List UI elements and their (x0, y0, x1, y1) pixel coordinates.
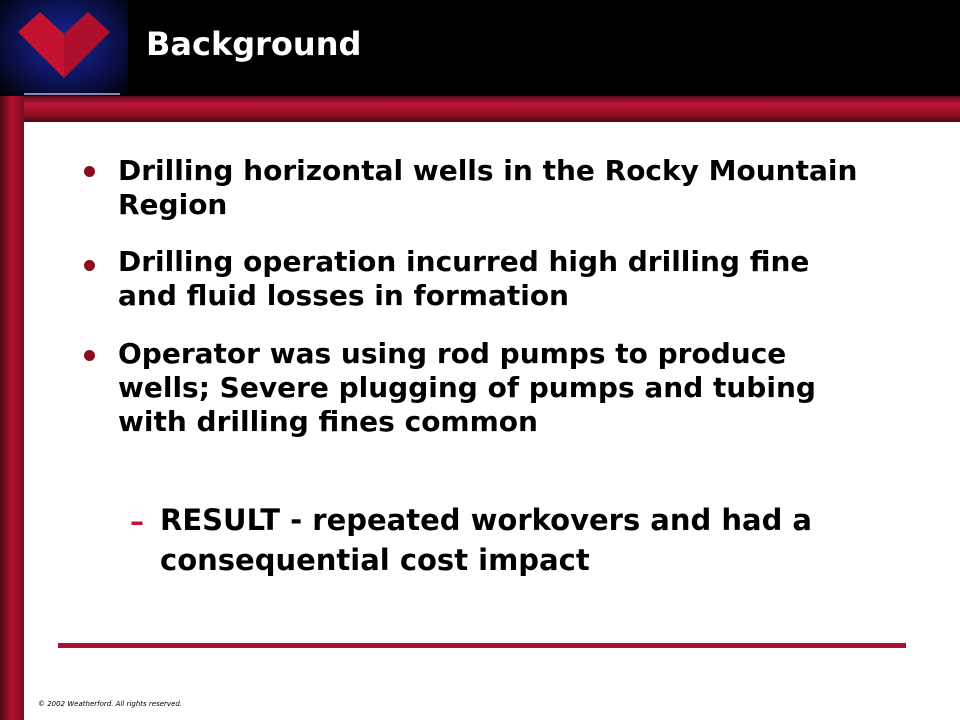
bullet-dot (84, 350, 95, 361)
slide-title: Background (146, 25, 362, 63)
logo-box (0, 0, 128, 96)
bullet-item: Operator was using rod pumps to produce wells; Severe plugging of pumps and tubing with drilling fines common (118, 337, 816, 438)
copyright-footer: © 2002 Weatherford. All rights reserved. (38, 700, 183, 708)
bottom-rule (58, 643, 906, 648)
red-divider-bar (0, 96, 960, 122)
sub-bullet-dash: – (130, 505, 144, 538)
weatherford-heart-logo-icon (18, 12, 110, 78)
bullet-dot (84, 166, 95, 177)
logo-underline (24, 93, 120, 95)
sub-bullet-item: RESULT - repeated workovers and had a consequential cost impact (160, 503, 813, 577)
bullet-item: Drilling operation incurred high drilling fine and fluid losses in formation (118, 245, 810, 312)
left-red-bar (0, 96, 24, 720)
header-bar (0, 0, 960, 96)
bullet-dot (84, 260, 95, 271)
bullet-item: Drilling horizontal wells in the Rocky Mountain Region (118, 154, 858, 221)
